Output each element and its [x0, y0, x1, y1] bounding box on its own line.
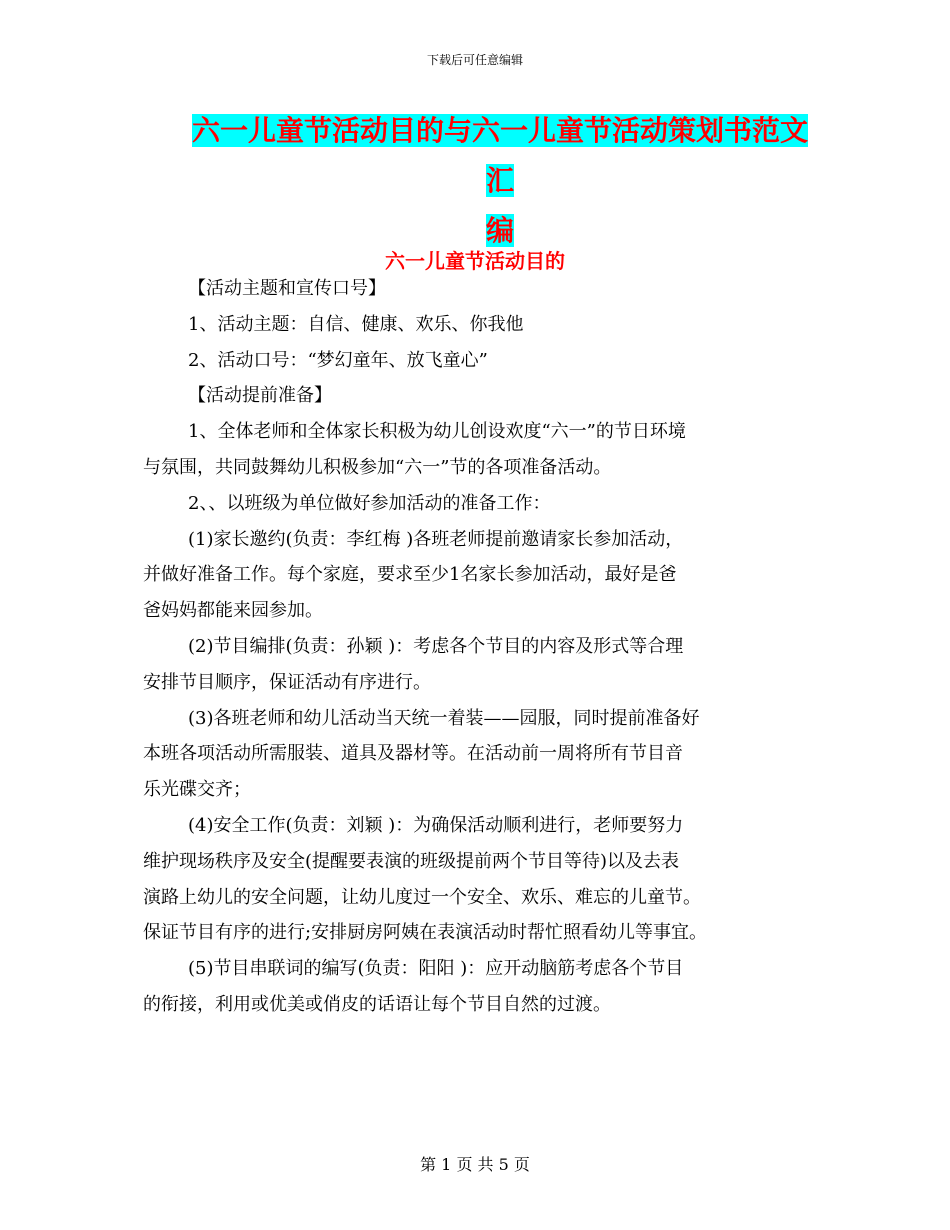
paragraph-line: 安排节目顺序，保证活动有序进行。: [143, 671, 431, 693]
paragraph-line: 演路上幼儿的安全问题，让幼儿度过一个安全、欢乐、难忘的儿童节。: [143, 886, 701, 908]
paragraph-line: 保证节目有序的进行;安排厨房阿姨在表演活动时帮忙照看幼儿等事宜。: [143, 922, 708, 944]
paragraph-line: 与氛围，共同鼓舞幼儿积极参加“六一”节的各项准备活动。: [143, 456, 612, 478]
paragraph-line: 并做好准备工作。每个家庭，要求至少1名家长参加活动，最好是爸: [143, 564, 677, 586]
paragraph-line: (1)家长邀约(负责：李红梅 )各班老师提前邀请家长参加活动，: [188, 528, 684, 550]
section-title: 六一儿童节活动目的: [385, 249, 565, 273]
paragraph-theme: 1、活动主题：自信、健康、欢乐、你我他: [188, 313, 524, 335]
paragraph-line: (5)节目串联词的编写(负责：阳阳 )：应开动脑筋考虑各个节目: [188, 958, 684, 980]
paragraph-line: 爸妈妈都能来园参加。: [143, 600, 323, 622]
paragraph-line: (2)节目编排(负责：孙颖 )：考虑各个节目的内容及形式等合理: [188, 635, 684, 657]
page-header-note: 下载后可任意编辑: [426, 53, 523, 67]
heading-preparation: 【活动提前准备】: [188, 385, 332, 407]
paragraph-line: 的衔接，利用或优美或俏皮的话语让每个节目自然的过渡。: [143, 993, 611, 1015]
document-title-line-2: 编: [485, 214, 514, 247]
page-number-footer: 第 1 页 共 5 页: [420, 1155, 530, 1174]
paragraph-line: (4)安全工作(负责：刘颖 )：为确保活动顺利进行，老师要努力: [188, 814, 684, 836]
paragraph-line: 2、、以班级为单位做好参加活动的准备工作：: [188, 492, 551, 514]
heading-theme-slogan: 【活动主题和宣传口号】: [188, 278, 386, 299]
paragraph-line: 1、全体老师和全体家长积极为幼儿创设欢度“六一”的节日环境: [188, 421, 686, 443]
document-title: [190, 106, 810, 256]
paragraph-line: (3)各班老师和幼儿活动当天统一着装——园服，同时提前准备好: [188, 707, 700, 729]
document-body: [143, 271, 818, 1023]
paragraph-line: 本班各项活动所需服装、道具及器材等。在活动前一周将所有节目音: [143, 743, 683, 765]
paragraph-slogan: 2、活动口号：“梦幻童年、放飞童心”: [188, 349, 488, 371]
document-title-line-1: 六一儿童节活动目的与六一儿童节活动策划书范文汇: [191, 114, 808, 197]
paragraph-line: 乐光碟交齐；: [143, 779, 251, 801]
paragraph-line: 维护现场秩序及安全(提醒要表演的班级提前两个节目等待)以及去表: [143, 850, 680, 872]
